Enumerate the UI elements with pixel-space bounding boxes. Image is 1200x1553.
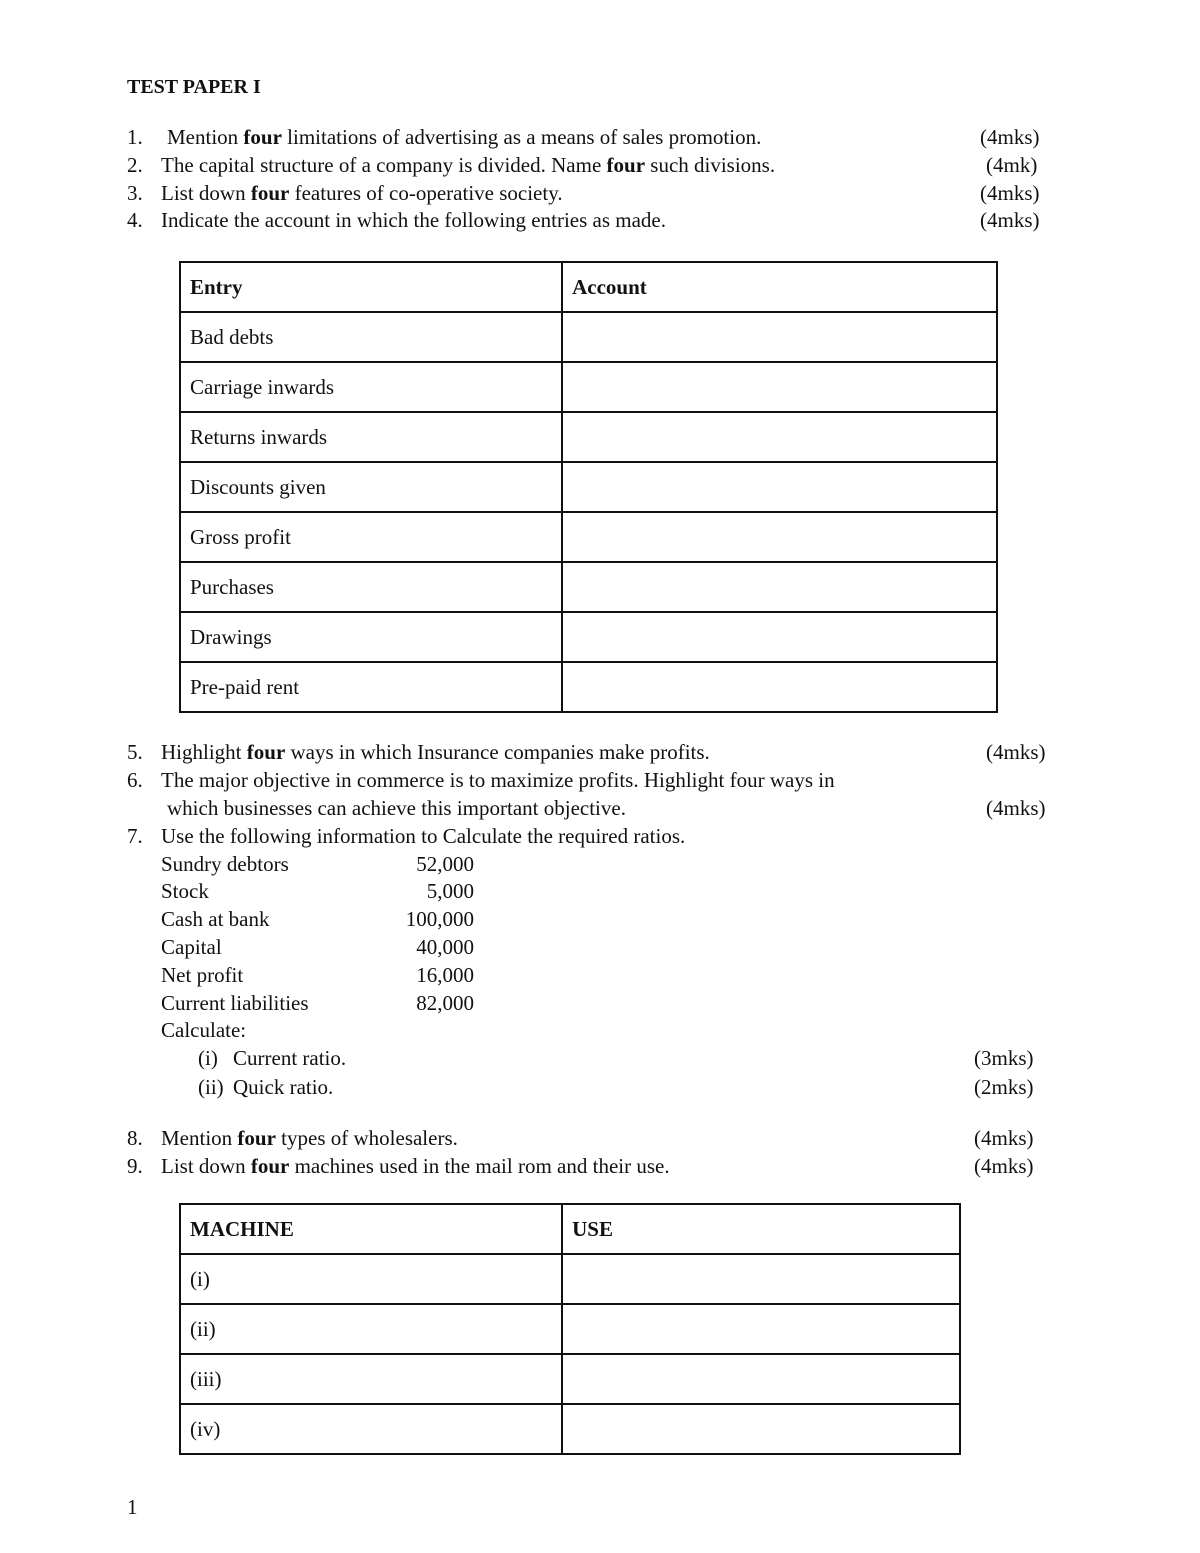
header-account: Account xyxy=(562,262,997,312)
use-cell[interactable] xyxy=(562,1354,960,1404)
entry-cell: Drawings xyxy=(180,612,562,662)
account-cell[interactable] xyxy=(562,462,997,512)
question-4-text: Indicate the account in which the following entries as made. xyxy=(161,208,666,232)
info-label: Cash at bank xyxy=(161,907,270,931)
entry-cell: Gross profit xyxy=(180,512,562,562)
table-header-row xyxy=(180,1204,960,1254)
account-cell[interactable] xyxy=(562,412,997,462)
table-row xyxy=(180,512,997,562)
use-cell[interactable] xyxy=(562,1304,960,1354)
table-row xyxy=(180,1304,960,1354)
header-use: USE xyxy=(562,1204,960,1254)
table-row xyxy=(180,1254,960,1304)
machine-cell[interactable]: (ii) xyxy=(180,1304,562,1354)
sub-question-2-number: (ii) xyxy=(198,1075,224,1099)
info-label: Net profit xyxy=(161,963,244,987)
question-6-text-line2: which businesses can achieve this important objective. xyxy=(167,796,626,820)
sub-question-1-marks: (3mks) xyxy=(974,1046,1034,1070)
question-3-marks: (4mks) xyxy=(980,181,1040,205)
question-8-text: Mention four types of wholesalers. xyxy=(161,1126,458,1150)
table-row xyxy=(180,1354,960,1404)
question-5-marks: (4mks) xyxy=(986,740,1046,764)
question-2-marks: (4mk) xyxy=(986,153,1038,177)
table-row xyxy=(180,362,997,412)
info-label: Sundry debtors xyxy=(161,852,289,876)
table-row xyxy=(180,562,997,612)
use-cell[interactable] xyxy=(562,1404,960,1454)
entry-cell: Pre-paid rent xyxy=(180,662,562,712)
table-row xyxy=(180,312,997,362)
table-row xyxy=(180,612,997,662)
info-value: 100,000 xyxy=(405,907,474,931)
machine-cell[interactable]: (iv) xyxy=(180,1404,562,1454)
calculate-label: Calculate: xyxy=(161,1018,247,1042)
sub-question-1-number: (i) xyxy=(198,1046,218,1070)
entry-cell: Discounts given xyxy=(180,462,562,512)
question-1-marks: (4mks) xyxy=(980,125,1040,149)
question-7-text: Use the following information to Calculate the required ratios. xyxy=(161,824,686,848)
header-machine: MACHINE xyxy=(180,1204,562,1254)
question-7-number: 7. xyxy=(127,824,143,848)
account-cell[interactable] xyxy=(562,562,997,612)
question-6-number: 6. xyxy=(127,768,143,792)
sub-question-1-text: Current ratio. xyxy=(233,1046,347,1070)
question-1-text: Mention four limitations of advertising as a means of sales promotion. xyxy=(167,125,762,149)
info-value: 16,000 xyxy=(416,963,474,987)
table-row xyxy=(180,1404,960,1454)
entry-cell: Purchases xyxy=(180,562,562,612)
sub-question-2-marks: (2mks) xyxy=(974,1075,1034,1099)
question-3-number: 3. xyxy=(127,181,143,205)
info-value: 82,000 xyxy=(416,991,474,1015)
question-9-number: 9. xyxy=(127,1154,143,1178)
page-number: 1 xyxy=(127,1495,138,1519)
info-value: 5,000 xyxy=(426,879,474,903)
account-cell[interactable] xyxy=(562,612,997,662)
question-2-text: The capital structure of a company is divided. Name four such divisions. xyxy=(161,153,776,177)
account-cell[interactable] xyxy=(562,362,997,412)
question-4-number: 4. xyxy=(127,208,143,232)
info-label: Stock xyxy=(161,879,209,903)
use-cell[interactable] xyxy=(562,1254,960,1304)
question-5-text: Highlight four ways in which Insurance companies make profits. xyxy=(161,740,710,764)
table-row xyxy=(180,412,997,462)
entry-account-table xyxy=(179,261,998,713)
question-6-text-line1: The major objective in commerce is to maximize profits. Highlight four ways in xyxy=(161,768,835,792)
entry-cell: Carriage inwards xyxy=(180,362,562,412)
table-header-row xyxy=(180,262,997,312)
info-value: 40,000 xyxy=(416,935,474,959)
machine-use-table xyxy=(179,1203,961,1455)
question-8-marks: (4mks) xyxy=(974,1126,1034,1150)
header-entry: Entry xyxy=(180,262,562,312)
table-row xyxy=(180,462,997,512)
machine-cell[interactable]: (iii) xyxy=(180,1354,562,1404)
account-cell[interactable] xyxy=(562,312,997,362)
question-1-number: 1. xyxy=(127,125,143,149)
account-cell[interactable] xyxy=(562,512,997,562)
info-label: Capital xyxy=(161,935,222,959)
question-6-marks: (4mks) xyxy=(986,796,1046,820)
page-title: TEST PAPER I xyxy=(127,76,261,98)
question-5-number: 5. xyxy=(127,740,143,764)
question-8-number: 8. xyxy=(127,1126,143,1150)
info-value: 52,000 xyxy=(416,852,474,876)
sub-question-2-text: Quick ratio. xyxy=(233,1075,334,1099)
question-4-marks: (4mks) xyxy=(980,208,1040,232)
entry-cell: Returns inwards xyxy=(180,412,562,462)
question-9-text: List down four machines used in the mail rom and their use. xyxy=(161,1154,670,1178)
machine-cell[interactable]: (i) xyxy=(180,1254,562,1304)
account-cell[interactable] xyxy=(562,662,997,712)
question-9-marks: (4mks) xyxy=(974,1154,1034,1178)
entry-cell: Bad debts xyxy=(180,312,562,362)
table-row xyxy=(180,662,997,712)
info-label: Current liabilities xyxy=(161,991,309,1015)
question-2-number: 2. xyxy=(127,153,143,177)
question-3-text: List down four features of co-operative society. xyxy=(161,181,563,205)
